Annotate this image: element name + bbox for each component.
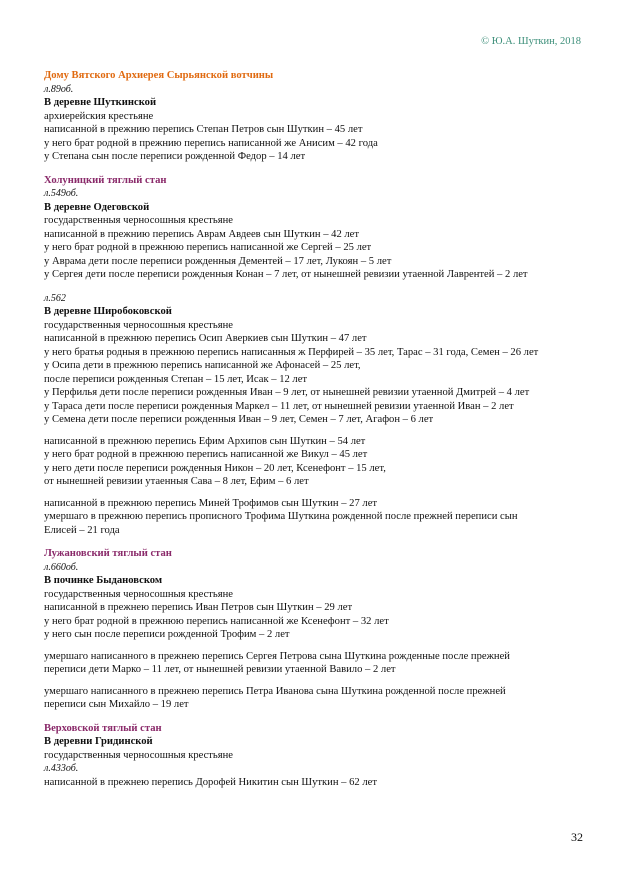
- section-heading: Верховской тяглый стан: [44, 722, 162, 734]
- village-title: В деревни Гридинской: [44, 736, 153, 747]
- record-line: у него брат родной в прежнюю перепись написанной же Ксенефонт – 32 лет: [44, 615, 389, 627]
- record-line: написанной в прежнию перепись Аврам Авдеев сын Шуткин – 42 лет: [44, 228, 360, 240]
- leaf-reference: л.549об.: [44, 188, 79, 199]
- record-line: у него братья родныя в прежнюю перепись написанныя ж Перфирей – 35 лет, Тарас – 31 года, Семен – 26 лет: [44, 346, 539, 358]
- leaf-reference: л.433об.: [44, 763, 79, 774]
- record-line: написанной в прежнюю перепись Осип Аверкиев сын Шуткин – 47 лет: [44, 333, 367, 344]
- record-line: у Семена дети после переписи рожденныя Иван – 9 лет, Семен – 7 лет, Агафон – 6 лет: [44, 414, 434, 425]
- record-line: написанной в прежнию перепись Степан Петров сын Шуткин – 45 лет: [44, 124, 363, 135]
- record-line: переписи дети Марко – 11 лет, от нынешней ревизии утаенной Вавило – 2 лет: [44, 664, 396, 675]
- section-heading: Холуницкий тяглый стан: [44, 174, 167, 186]
- record-line: у него брат родной в прежнию перепись написанной же Анисим – 42 года: [44, 137, 378, 149]
- record-line: написанной в прежнею перепись Иван Петров сын Шуткин – 29 лет: [44, 602, 353, 613]
- record-line: у Перфилья дети после переписи рожденныя Иван – 9 лет, от нынешней ревизии утаенной Дмитрей – 4 лет: [44, 387, 530, 398]
- status-line: государственныя черносошныя крестьяне: [44, 588, 234, 600]
- leaf-reference: л.562: [44, 292, 66, 304]
- village-title: В деревне Широбоковской: [44, 306, 172, 317]
- page-number: 32: [571, 830, 583, 844]
- status-line: государственныя черносошныя крестьяне: [44, 319, 234, 331]
- record-line: от нынешней ревизии утаенныя Сава – 8 лет, Ефим – 6 лет: [44, 476, 309, 487]
- record-line: у Степана сын после переписи рожденной Федор – 14 лет: [44, 151, 306, 162]
- document-body: [44, 69, 604, 789]
- record-line: у него брат родной в прежнюю перепись написанной же Сергей – 25 лет: [44, 242, 372, 253]
- status-line: архиерейския крестьяне: [44, 110, 154, 122]
- record-line: умершаго написанного в прежнею перепись Сергея Петрова сына Шуткина рожденные после прежней: [44, 650, 510, 662]
- section-heading: Лужановский тяглый стан: [44, 548, 172, 559]
- section-vyatka-bishop: [44, 69, 604, 164]
- record-line: после переписи рожденныя Степан – 15 лет, Исак – 12 лет: [44, 373, 308, 385]
- record-line: у него брат родной в прежнюю перепись написанной же Викул – 45 лет: [44, 449, 368, 460]
- record-line: написанной в прежнюю перепись Ефим Архипов сын Шуткин – 54 лет: [44, 435, 366, 447]
- record-line: умершаго написанного в прежнею перепись Петра Иванова сына Шуткина рожденной после прежней: [44, 685, 506, 697]
- copyright-notice: © Ю.А. Шуткин, 2018: [481, 36, 581, 47]
- section-luzhanovsky: [44, 547, 604, 712]
- record-line: написанной в прежнею перепись Дорофей Никитин сын Шуткин – 62 лет: [44, 776, 377, 788]
- record-line: переписи сын Михайло – 19 лет: [44, 699, 189, 710]
- status-line: государственныя черносошныя крестьяне: [44, 215, 234, 226]
- section-shirobokovskaya: [44, 292, 604, 538]
- record-line: у Осипа дети в прежнюю перепись написанной же Афонасей – 25 лет,: [44, 360, 361, 371]
- record-line: у Сергея дети после переписи рожденныя Конан – 7 лет, от нынешней ревизии утаенной Лаврентей – 2 лет: [44, 269, 528, 280]
- record-line: у Тараса дети после переписи рожденныя Маркел – 11 лет, от нынешней ревизии утаенной Иван – 2 лет: [44, 400, 514, 412]
- record-line: у Аврама дети после переписи рожденныя Дементей – 17 лет, Лукоян – 5 лет: [44, 255, 392, 267]
- record-line: написанной в прежнюю перепись Миней Трофимов сын Шуткин – 27 лет: [44, 497, 378, 509]
- village-title: В починке Быдановском: [44, 575, 163, 586]
- record-line: умершаго в прежнюю перепись прописного Трофима Шуткина рожденной после прежней переписи сын: [44, 511, 518, 522]
- village-title: В деревне Шуткинской: [44, 97, 157, 108]
- record-line: Елисей – 21 года: [44, 524, 120, 536]
- leaf-reference: л.89об.: [44, 83, 74, 95]
- record-line: у него дети после переписи рожденныя Никон – 20 лет, Ксенефонт – 15 лет,: [44, 462, 386, 474]
- leaf-reference: л.660об.: [44, 561, 79, 573]
- village-title: В деревне Одеговской: [44, 201, 150, 213]
- section-heading: Дому Вятского Архиерея Сырьянской вотчины: [44, 70, 274, 81]
- section-kholunitsky: [44, 174, 604, 282]
- record-line: у него сын после переписи рожденной Трофим – 2 лет: [44, 629, 290, 640]
- status-line: государственныя черносошныя крестьяне: [44, 749, 234, 761]
- section-verkhovskoy: [44, 722, 604, 790]
